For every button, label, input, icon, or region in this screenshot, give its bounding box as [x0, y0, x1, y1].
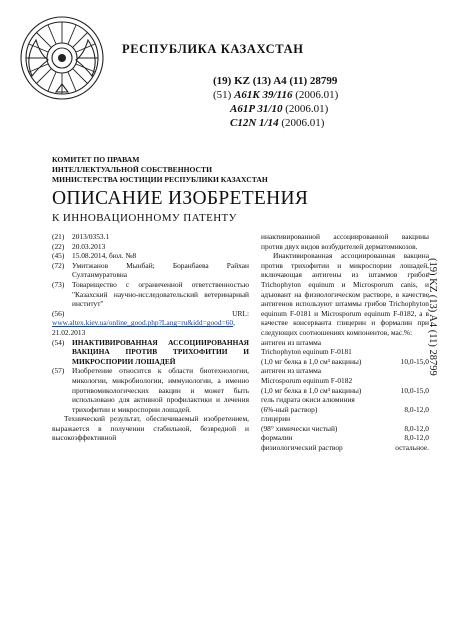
component-name: (98° химически чистый) — [261, 423, 338, 433]
abstract-continued-column — [261, 232, 429, 453]
claim-paragraph: Инактивированная ассоциированная вакцина против трихофитии и микроспории лошадей, включающая антигены из штаммов грибов Trichophyton equinum и Microsporum canis, и адъювант на физиологическом растворе, в качестве антигенов используют штаммы грибов Trichophyton equinum F-0181 и Microsporum equinum F-0182, а в качестве консерванта глицерин и формалин при следующих соотношениях компонентов, мас.%: — [261, 251, 429, 337]
components-table — [261, 338, 429, 453]
committee-line: МИНИСТЕРСТВА ЮСТИЦИИ РЕСПУБЛИКИ КАЗАХСТАН — [52, 175, 268, 184]
component-row — [261, 414, 429, 424]
field-56: (56) URL: — [52, 308, 249, 318]
component-row — [261, 357, 429, 367]
side-code-text: (19) KZ (13) A4 (11) 28799 — [427, 258, 438, 376]
field-56-reference: www.altex.kiev.ua/online_good.php?Lang=ru&idd=good=60, 21.02.2013 — [52, 318, 235, 337]
component-row — [261, 338, 429, 348]
side-publication-code — [426, 258, 440, 408]
republic-name: РЕСПУБЛИКА КАЗАХСТАН — [122, 42, 304, 56]
component-value: 8,0-12,0 — [404, 433, 429, 443]
ipc-class-3: C12N 1/14 (2006.01) — [230, 117, 325, 129]
component-row — [261, 376, 429, 386]
ipc-class-2: A61P 31/10 (2006.01) — [230, 103, 329, 115]
field-45: (45) 15.08.2014, бюл. №8 — [52, 251, 137, 261]
field-57-abstract: (57) Изобретение относится к области биотехнологии, микологии, микробиологии, иммунологии, а именно противомикологических вакцин и может быть использовано для активной профилактики и лечения трихофитии и микроспории лошадей. — [52, 366, 249, 414]
component-value: 8,0-12,0 — [404, 423, 429, 433]
component-row — [261, 433, 429, 443]
component-value: 10,0-15,0 — [400, 385, 429, 395]
component-name: (1,0 мг белка в 1,0 см³ вакцины) — [261, 385, 362, 395]
field-22: (22) 20.03.2013 — [52, 241, 106, 251]
component-row — [261, 386, 429, 396]
kazakhstan-emblem-icon — [18, 14, 106, 102]
reference-link[interactable]: www.altex.kiev.ua/online_good.php?Lang=ru&idd=good=60 — [52, 318, 234, 328]
field-72-inventors: (72) Умитжанов Мынбай; Боранбаева Райхан Султанмуратовна — [52, 260, 249, 280]
component-name: Microsporum equinum F-0182 — [261, 375, 353, 385]
document-subtitle: К ИННОВАЦИОННОМУ ПАТЕНТУ — [52, 212, 237, 224]
component-name: (1,0 мг белка в 1,0 см³ вакцины) — [261, 356, 362, 366]
committee-line: ИНТЕЛЛЕКТУАЛЬНОЙ СОБСТВЕННОСТИ — [52, 165, 213, 174]
component-row — [261, 366, 429, 376]
component-name: формалин — [261, 433, 293, 443]
field-54-title: (54) ИНАКТИВИРОВАННАЯ АССОЦИИРОВАННАЯ ВАКЦИНА ПРОТИВ ТРИХОФИТИИ И МИКРОСПОРИИ ЛОШАДЕЙ — [52, 337, 249, 366]
component-name: физиологический раствор — [261, 443, 343, 453]
abstract-paragraph: инактивированной ассоциированной вакцины против двух видов возбудителей дерматомикозов. — [261, 232, 429, 251]
component-name: антиген из штамма — [261, 337, 322, 347]
component-name: антиген из штамма — [261, 366, 322, 376]
component-value: 10,0-15,0 — [400, 356, 429, 366]
component-name: (6%-ный раствор) — [261, 404, 318, 414]
ipc-class-1: (51) A61K 39/116 (2006.01) — [213, 89, 339, 101]
component-value: остальное. — [395, 443, 429, 453]
component-row — [261, 395, 429, 405]
field-73-owner: (73) Товарищество с ограниченной ответственностью "Казахский научно-исследовательский ветеринарный институт" — [52, 279, 249, 309]
component-name: глицерин — [261, 414, 291, 424]
committee-line: КОМИТЕТ ПО ПРАВАМ — [52, 155, 140, 164]
component-value: 8,0-12,0 — [404, 404, 429, 414]
field-21: (21) 2013/0353.1 — [52, 232, 110, 241]
component-row — [261, 405, 429, 415]
component-row — [261, 424, 429, 434]
publication-code: (19) KZ (13) A4 (11) 28799 — [213, 75, 338, 87]
abstract-paragraph: Технический результат, обеспечиваемый изобретением, выражается в получении стабильной, безвредной и высокоэффективной — [52, 414, 249, 443]
component-row — [261, 347, 429, 357]
committee-block — [52, 155, 268, 185]
document-title: ОПИСАНИЕ ИЗОБРЕТЕНИЯ — [52, 188, 309, 209]
component-row — [261, 443, 429, 453]
bibliographic-column — [52, 232, 249, 443]
component-name: Trichophyton equinum F-0181 — [261, 347, 352, 357]
patent-codes — [213, 74, 338, 130]
component-name: гель гидрата окиси алюминия — [261, 395, 355, 405]
